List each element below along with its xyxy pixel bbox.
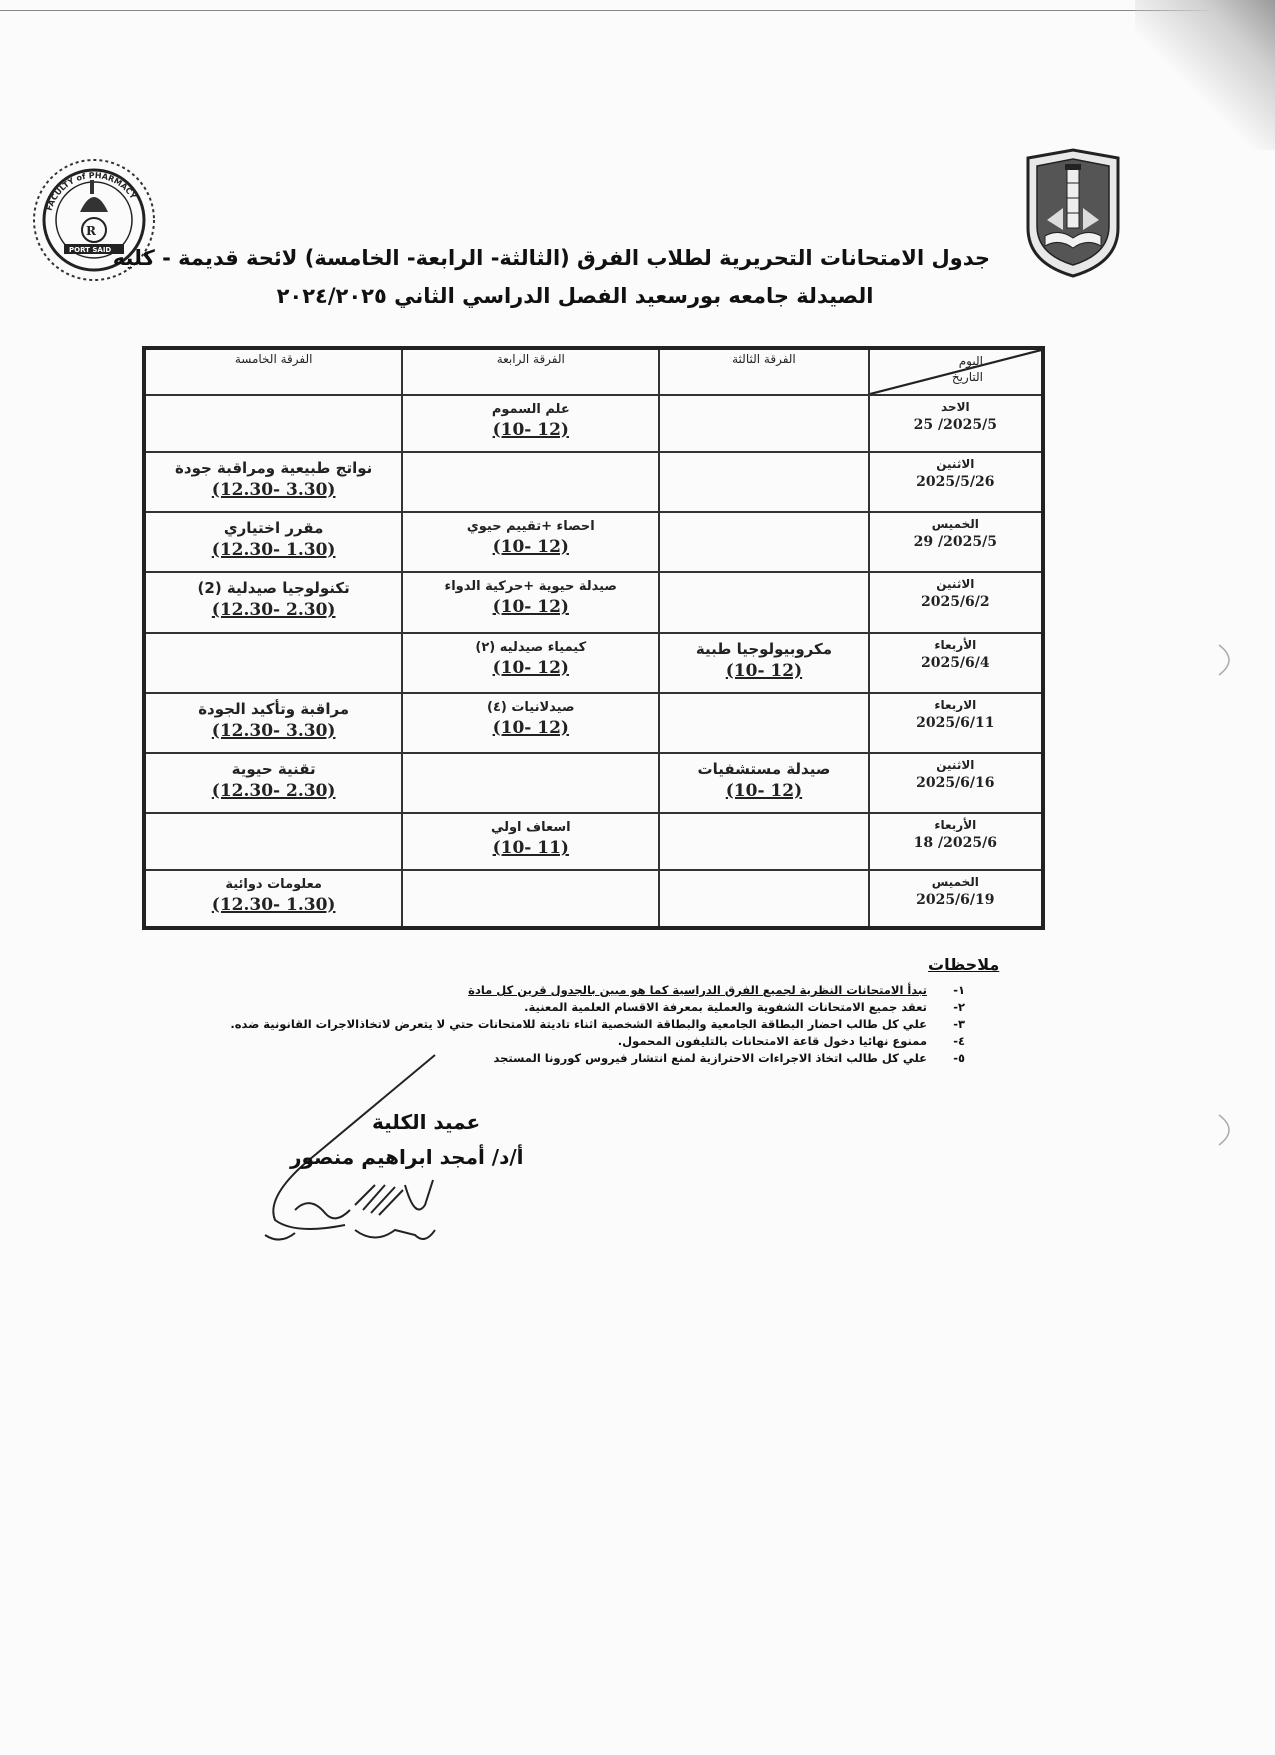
document-title-line-2: الصيدلة جامعه بورسعيد الفصل الدراسي الثاني ٢٠٢٤/٢٠٢٥ — [276, 284, 874, 308]
table-row — [144, 870, 1043, 928]
subject-name: مقرر اختياري — [223, 518, 324, 537]
note-number: -٥ — [953, 1051, 965, 1065]
day-cell — [869, 753, 1043, 813]
note-number: -٢ — [953, 1000, 965, 1014]
subject-name: مراقبة وتأكيد الجودة — [198, 699, 350, 718]
day-name: الأربعاء — [934, 637, 977, 652]
header-date-label: التاريخ — [951, 370, 983, 384]
fifth-year-cell — [144, 813, 402, 870]
exam-time: (12.30- 1.30) — [211, 539, 336, 560]
day-cell — [869, 452, 1043, 512]
exam-date: 2025/6/ 18 — [913, 835, 997, 852]
third-year-cell — [659, 753, 868, 813]
fourth-year-cell — [402, 870, 659, 928]
exam-date: 2025/6/4 — [920, 654, 990, 671]
note-item — [165, 999, 965, 1016]
exam-time: (10- 12) — [492, 420, 569, 440]
day-name: الخميس — [931, 875, 979, 890]
table-row — [144, 572, 1043, 632]
third-year-cell — [659, 572, 868, 632]
note-text: ممنوع نهائيا دخول قاعة الامتحانات بالتليفون المحمول. — [617, 1034, 927, 1048]
note-text: علي كل طالب احضار البطاقة الجامعية والبطاقة الشخصية اثناء تاديتة للامتحانات حتي لا يتعرض لاتخاذالاجرات القانونية ضده. — [230, 1017, 927, 1031]
note-item — [165, 1016, 965, 1033]
subject-name: صيدلة حيوية +حركية الدواء — [444, 579, 617, 595]
third-year-cell — [659, 870, 868, 928]
notes-heading: ملاحظات — [928, 955, 1000, 974]
fourth-year-cell — [402, 395, 659, 452]
note-number: -١ — [953, 983, 965, 997]
port-said-university-logo — [1023, 148, 1123, 278]
table-row — [144, 512, 1043, 572]
subject-name: اسعاف اولي — [490, 820, 571, 836]
third-year-cell — [659, 633, 868, 693]
fourth-year-cell — [402, 572, 659, 632]
third-year-cell — [659, 813, 868, 870]
fifth-year-cell — [144, 693, 402, 753]
punch-hole-mark — [1209, 1110, 1249, 1150]
table-row — [144, 753, 1043, 813]
day-cell — [869, 512, 1043, 572]
exam-time: (12.30- 3.30) — [211, 720, 336, 741]
exam-date: 2025/5/26 — [916, 473, 995, 490]
exam-time: (10- 12) — [725, 660, 803, 681]
day-cell — [869, 395, 1043, 452]
exam-time: (10- 12) — [492, 657, 569, 678]
exam-time: (10- 12) — [725, 781, 803, 802]
fourth-year-cell — [402, 452, 659, 512]
day-cell — [869, 870, 1043, 928]
table-row — [144, 452, 1043, 512]
exam-date: 2025/5/ 25 — [913, 417, 997, 433]
subject-name: صيدلانيات (٤) — [487, 699, 575, 715]
subject-name: تكنولوجيا صيدلية (2) — [197, 579, 350, 598]
day-name: الاثنين — [936, 758, 975, 773]
table-row — [144, 813, 1043, 870]
fifth-year-cell — [144, 572, 402, 632]
header-fifth-year: الفرقة الخامسة — [144, 348, 402, 395]
table-row — [144, 633, 1043, 693]
exam-schedule-table — [142, 346, 1045, 930]
third-year-cell — [659, 452, 868, 512]
header-day-date — [869, 348, 1043, 395]
scan-corner-shadow — [1135, 0, 1275, 150]
day-name: الاثنين — [936, 456, 975, 471]
third-year-cell — [659, 395, 868, 452]
exam-date: 2025/6/16 — [916, 775, 995, 792]
exam-time: (10- 12) — [492, 536, 569, 557]
day-name: الاربعاء — [934, 697, 977, 712]
exam-time: (10- 12) — [492, 597, 569, 618]
exam-time: (12.30- 2.30) — [211, 781, 336, 802]
scan-edge-line — [0, 10, 1265, 11]
header-fourth-year: الفرقة الرابعة — [402, 348, 659, 395]
subject-name: معلومات دوائية — [225, 877, 322, 893]
table-row — [144, 395, 1043, 452]
svg-text:FACULTY of PHARMACY: FACULTY of PHARMACY — [44, 170, 138, 212]
day-name: الاثنين — [936, 577, 975, 592]
fourth-year-cell — [402, 633, 659, 693]
note-text: علي كل طالب اتخاذ الاجراءات الاحترازية لمنع انتشار فيروس كورونا المستجد — [493, 1051, 927, 1065]
exam-date: 2025/6/2 — [920, 594, 990, 611]
exam-time: (10- 11) — [492, 838, 569, 859]
note-number: -٤ — [953, 1034, 965, 1048]
fifth-year-cell — [144, 395, 402, 452]
note-text: تبدأ الامتحانات النظرية لجميع الفرق الدراسية كما هو مبين بالجدول قرين كل مادة — [468, 983, 927, 997]
subject-name: كيمياء صيدليه (٢) — [475, 639, 587, 655]
subject-name: نواتج طبيعية ومراقبة جودة — [175, 458, 373, 477]
fifth-year-cell — [144, 753, 402, 813]
exam-date: 2025/6/11 — [916, 714, 995, 731]
subject-name: احصاء +تقييم حيوي — [466, 518, 595, 534]
subject-name: مكروبيولوجيا طبية — [695, 639, 833, 658]
day-name: الاحد — [940, 400, 970, 414]
day-name: الخميس — [931, 516, 979, 531]
punch-hole-mark — [1209, 640, 1249, 680]
table-row — [144, 693, 1043, 753]
subject-name: علم السموم — [491, 402, 570, 417]
third-year-cell — [659, 693, 868, 753]
dean-name: أ/د/ أمجد ابراهيم منصور — [290, 1145, 524, 1169]
exam-time: (12.30- 2.30) — [211, 600, 336, 621]
day-cell — [869, 693, 1043, 753]
fifth-year-cell — [144, 512, 402, 572]
day-name: الأربعاء — [934, 818, 977, 833]
note-text: تعقد جميع الامتحانات الشفوية والعملية بمعرفة الاقسام العلمية المعنية. — [524, 1000, 927, 1014]
note-item — [165, 982, 965, 999]
document-title-line-1: جدول الامتحانات التحريرية لطلاب الفرق (الثالثة- الرابعة- الخامسة) لائحة قديمة - كليه — [112, 246, 990, 270]
svg-text:R: R — [86, 224, 96, 238]
header-third-year: الفرقة الثالثة — [659, 348, 868, 395]
fifth-year-cell — [144, 870, 402, 928]
subject-name: تقنية حيوية — [231, 760, 316, 779]
day-cell — [869, 813, 1043, 870]
fourth-year-cell — [402, 753, 659, 813]
exam-date: 2025/5/ 29 — [913, 533, 997, 550]
fifth-year-cell — [144, 452, 402, 512]
dean-title: عميد الكلية — [372, 1110, 481, 1134]
exam-date: 2025/6/19 — [916, 892, 995, 909]
day-cell — [869, 572, 1043, 632]
fourth-year-cell — [402, 813, 659, 870]
fourth-year-cell — [402, 512, 659, 572]
day-cell — [869, 633, 1043, 693]
note-number: -٣ — [953, 1017, 965, 1031]
exam-time: (12.30- 3.30) — [211, 479, 336, 500]
table-header-row — [144, 348, 1043, 395]
exam-time: (12.30- 1.30) — [211, 895, 336, 916]
fifth-year-cell — [144, 633, 402, 693]
header-day-label: اليوم — [958, 354, 983, 368]
exam-time: (10- 12) — [492, 717, 569, 738]
svg-text:PORT SAID: PORT SAID — [69, 246, 112, 254]
subject-name: صيدلة مستشفيات — [697, 760, 831, 779]
third-year-cell — [659, 512, 868, 572]
fourth-year-cell — [402, 693, 659, 753]
